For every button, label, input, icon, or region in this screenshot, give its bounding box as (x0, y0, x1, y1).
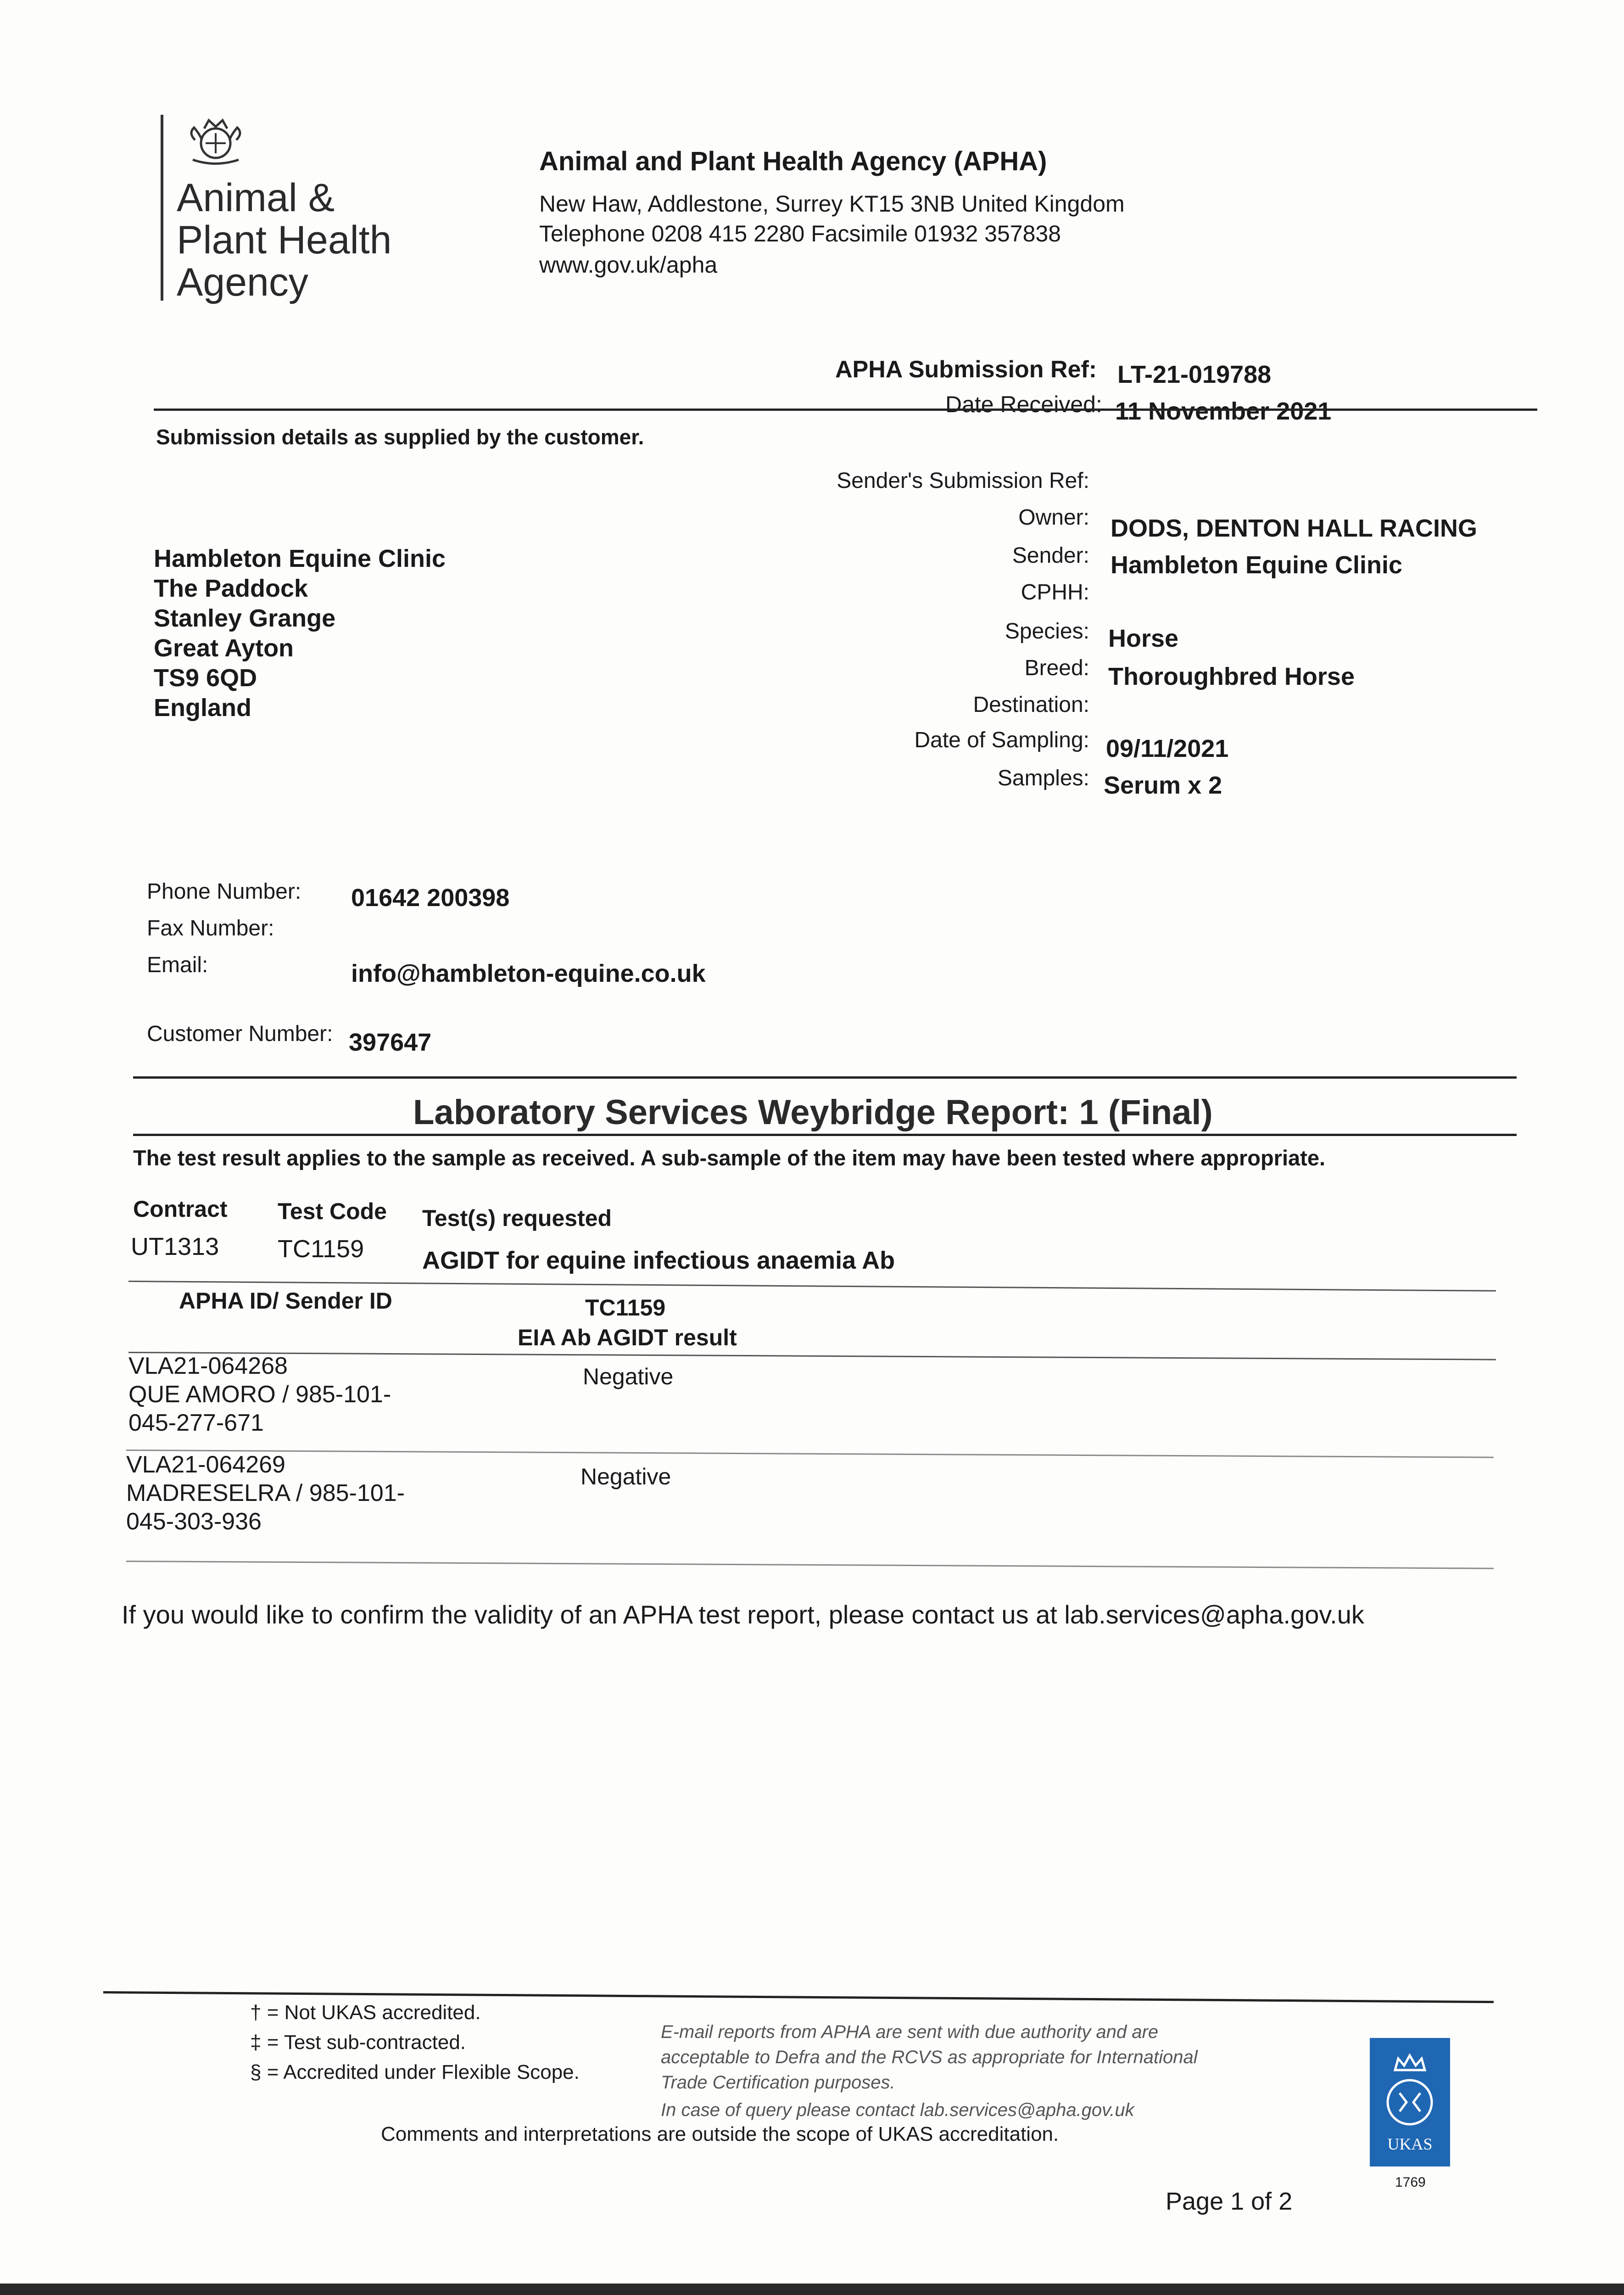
breed-value: Thoroughbred Horse (1108, 663, 1355, 690)
report-top-divider (133, 1076, 1517, 1079)
scan-edge-band (0, 2284, 1624, 2295)
apha-sender-id-header: APHA ID/ Sender ID (179, 1288, 392, 1314)
footnote-subcontracted: ‡ = Test sub-contracted. (250, 2031, 466, 2054)
report-title-divider (133, 1134, 1517, 1136)
sender-value: Hambleton Equine Clinic (1111, 551, 1403, 579)
test-requested-value: AGIDT for equine infectious anaemia Ab (422, 1247, 895, 1274)
agency-address: New Haw, Addlestone, Surrey KT15 3NB United Kingdom (539, 191, 1125, 217)
royal-crest-icon (177, 115, 255, 170)
ukas-scope-comment: Comments and interpretations are outside the scope of UKAS accreditation. (381, 2123, 1059, 2145)
submission-details-heading: Submission details as supplied by the customer. (156, 425, 644, 449)
page-number: Page 1 of 2 (1166, 2188, 1293, 2215)
row-id-line: 045-277-671 (128, 1410, 264, 1436)
date-of-sampling-label: Date of Sampling: (914, 728, 1089, 752)
row-id-line: MADRESELRA / 985-101- (126, 1480, 405, 1506)
row-divider (126, 1561, 1494, 1569)
contract-value: UT1313 (131, 1233, 219, 1260)
table-row-2-id (126, 1450, 405, 1536)
test-code-header: Test Code (278, 1198, 387, 1224)
date-of-sampling-value: 09/11/2021 (1106, 735, 1229, 762)
samples-label: Samples: (997, 766, 1089, 790)
email-notice-line: acceptable to Defra and the RCVS as appropriate for International (661, 2047, 1198, 2067)
row-id-line: VLA21-064269 (126, 1451, 285, 1478)
address-line: The Paddock (154, 575, 308, 602)
table-row-2-result: Negative (580, 1464, 671, 1489)
owner-label: Owner: (1018, 505, 1089, 530)
table-row-1-id (128, 1352, 391, 1437)
address-line: Stanley Grange (154, 605, 336, 632)
customer-number-label: Customer Number: (147, 1022, 333, 1046)
email-value[interactable]: info@hambleton-equine.co.uk (351, 960, 706, 987)
header-divider (154, 409, 1537, 411)
result-header: EIA Ab AGIDT result (518, 1325, 737, 1350)
logo-divider-bar (161, 115, 163, 301)
row-id-line: VLA21-064268 (128, 1353, 288, 1379)
senders-ref-label: Sender's Submission Ref: (837, 469, 1089, 493)
table-row-1-result: Negative (583, 1364, 674, 1389)
address-line: Hambleton Equine Clinic (154, 545, 446, 572)
species-value: Horse (1108, 625, 1179, 652)
row-id-line: 045-303-936 (126, 1508, 262, 1535)
agency-website-link[interactable]: www.gov.uk/apha (539, 252, 718, 278)
samples-value: Serum x 2 (1104, 772, 1222, 799)
applies-note: The test result applies to the sample as received. A sub-sample of the item may have been tested where appropriate. (133, 1146, 1326, 1170)
submission-ref-value: LT-21-019788 (1117, 361, 1272, 388)
result-code-header: TC1159 (585, 1295, 666, 1321)
row-id-line: QUE AMORO / 985-101- (128, 1381, 391, 1408)
breed-label: Breed: (1024, 656, 1089, 680)
cphh-label: CPHH: (1021, 580, 1089, 605)
destination-label: Destination: (973, 693, 1089, 717)
email-notice-line: Trade Certification purposes. (661, 2072, 895, 2093)
customer-address (154, 544, 446, 723)
date-received-value: 11 November 2021 (1115, 397, 1332, 425)
address-line: Great Ayton (154, 634, 294, 662)
contract-header: Contract (133, 1196, 228, 1222)
query-notice: In case of query please contact lab.services@apha.gov.uk (661, 2100, 1134, 2120)
validity-note: If you would like to confirm the validity of an APHA test report, please contact us at lab.services@apha.gov.uk (122, 1600, 1364, 1629)
phone-number-value: 01642 200398 (351, 884, 510, 912)
test-code-value: TC1159 (278, 1235, 364, 1263)
logo-line: Plant Health (177, 218, 392, 262)
fax-number-label: Fax Number: (147, 916, 274, 940)
report-title: Laboratory Services Weybridge Report: 1 (Final) (413, 1093, 1213, 1132)
agency-phone-fax: Telephone 0208 415 2280 Facsimile 01932 357838 (539, 221, 1061, 246)
ukas-label: UKAS (1387, 2135, 1433, 2153)
email-label: Email: (147, 953, 208, 977)
date-received-label: Date Received: (945, 392, 1102, 417)
sender-label: Sender: (1012, 543, 1089, 568)
address-line: TS9 6QD (154, 664, 257, 692)
submission-ref-label: APHA Submission Ref: (835, 356, 1097, 383)
agency-logo-text (177, 177, 392, 303)
logo-line: Agency (177, 260, 308, 304)
footnote-not-ukas: † = Not UKAS accredited. (250, 2001, 481, 2024)
ukas-badge (1370, 2038, 1450, 2166)
owner-value: DODS, DENTON HALL RACING (1111, 515, 1478, 542)
tests-requested-header: Test(s) requested (422, 1205, 612, 1231)
ukas-accreditation-number: 1769 (1395, 2175, 1426, 2190)
species-label: Species: (1005, 619, 1089, 644)
phone-number-label: Phone Number: (147, 879, 301, 904)
logo-line: Animal & (177, 176, 335, 220)
agency-name: Animal and Plant Health Agency (APHA) (539, 146, 1047, 176)
email-notice-line: E-mail reports from APHA are sent with due authority and are (661, 2022, 1159, 2042)
footnote-flexible-scope: § = Accredited under Flexible Scope. (250, 2061, 580, 2083)
customer-number-value: 397647 (349, 1029, 432, 1056)
address-line: England (154, 694, 251, 722)
